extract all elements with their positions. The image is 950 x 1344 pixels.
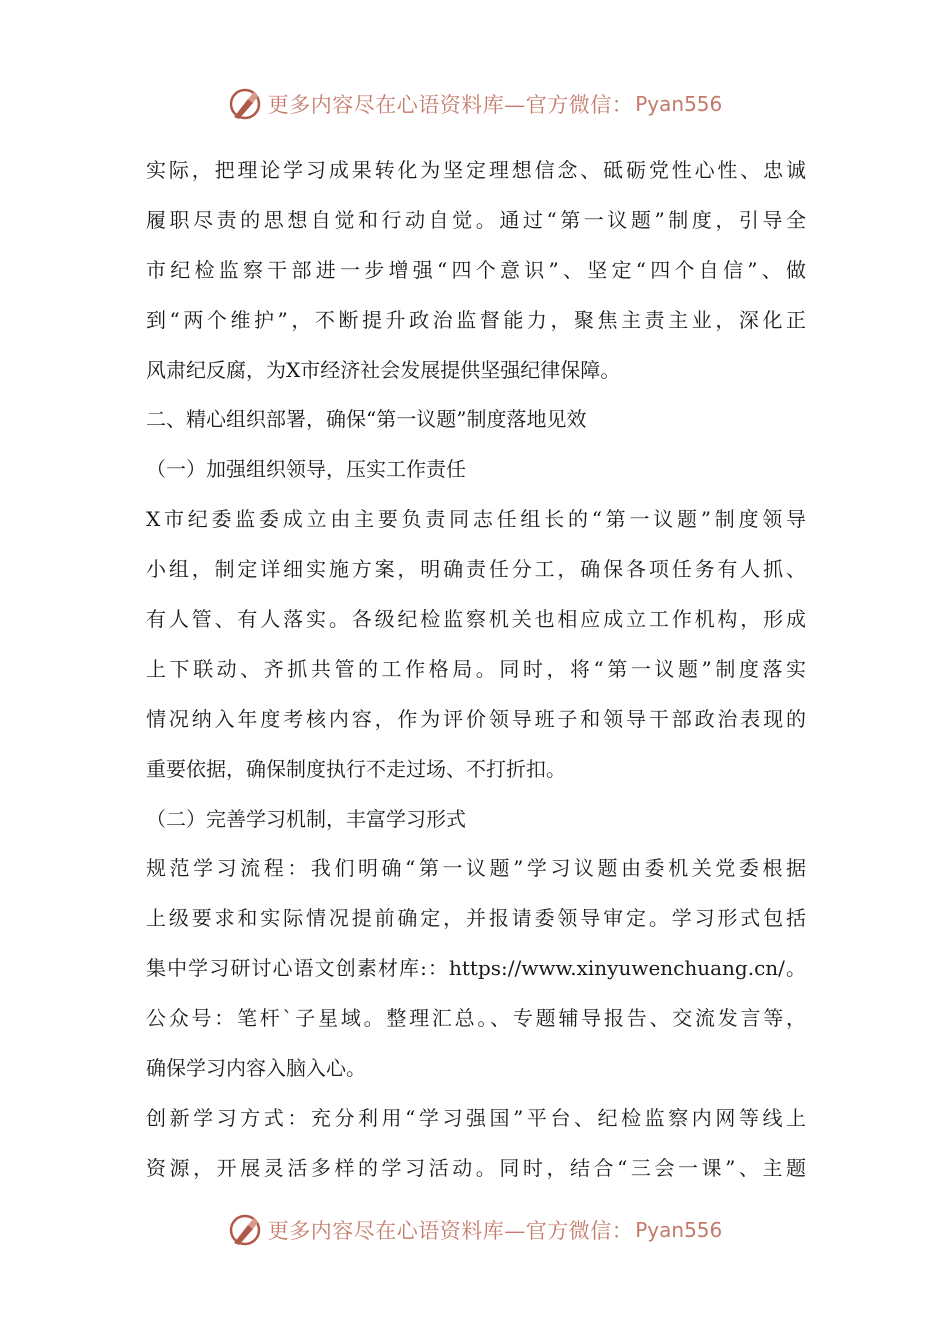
paragraph-line: 规范学习流程：我们明确“第一议题”学习议题由委机关党委根据: [146, 856, 806, 881]
subsection-heading: （二）完善学习机制，丰富学习形式: [146, 806, 466, 831]
paragraph-line: 履职尽责的思想自觉和行动自觉。通过“第一议题”制度，引导全: [146, 207, 806, 232]
paragraph-line: 上下联动、齐抓共管的工作格局。同时，将“第一议题”制度落实: [146, 656, 806, 681]
banner-text: 更多内容尽在心语资料库—官方微信：: [267, 1219, 634, 1243]
paragraph-line: 创新学习方式：充分利用“学习强国”平台、纪检监察内网等线上: [146, 1105, 806, 1130]
subsection-heading: （一）加强组织领导，压实工作责任: [146, 457, 466, 482]
banner-text: 更多内容尽在心语资料库—官方微信：: [267, 93, 634, 117]
paragraph-line: 确保学习内容入脑入心。: [146, 1056, 366, 1081]
document-body: [146, 146, 806, 1194]
paragraph-line: 公众号：笔杆`子星域。整理汇总。、专题辅导报告、交流发言等，: [146, 1006, 806, 1031]
paragraph-line: 到“两个维护”，不断提升政治监督能力，聚焦主责主业，深化正: [146, 307, 806, 332]
pen-logo-icon: [228, 87, 262, 121]
paragraph-line: 资源，开展灵活多样的学习活动。同时，结合“三会一课”、主题: [146, 1155, 806, 1180]
banner-wechat-id: Pyan556: [635, 92, 723, 116]
paragraph-line: 市纪检监察干部进一步增强“四个意识”、坚定“四个自信”、做: [146, 257, 806, 282]
header-watermark-banner: [0, 84, 950, 124]
footer-watermark-banner: [0, 1210, 950, 1250]
paragraph-line: 有人管、有人落实。各级纪检监察机关也相应成立工作机构，形成: [146, 607, 806, 632]
paragraph-line: 集中学习研讨心语文创素材库:：https://www.xinyuwenchuang.cn/。: [146, 956, 806, 981]
paragraph-line: 实际，把理论学习成果转化为坚定理想信念、砥砺党性心性、忠诚: [146, 158, 806, 182]
paragraph-line: 风肃纪反腐，为X市经济社会发展提供坚强纪律保障。: [146, 357, 621, 382]
paragraph-line: X市纪委监委成立由主要负责同志任组长的“第一议题”制度领导: [146, 507, 806, 532]
paragraph-line: 上级要求和实际情况提前确定，并报请委领导审定。学习形式包括: [146, 906, 806, 931]
paragraph-line: 重要依据，确保制度执行不走过场、不打折扣。: [146, 756, 566, 781]
section-heading: 二、精心组织部署，确保“第一议题”制度落地见效: [146, 407, 587, 432]
paragraph-line: 情况纳入年度考核内容，作为评价领导班子和领导干部政治表现的: [146, 706, 806, 731]
banner-wechat-id: Pyan556: [635, 1218, 723, 1242]
paragraph-line: 小组，制定详细实施方案，明确责任分工，确保各项任务有人抓、: [146, 557, 806, 582]
pen-logo-icon: [228, 1213, 262, 1247]
